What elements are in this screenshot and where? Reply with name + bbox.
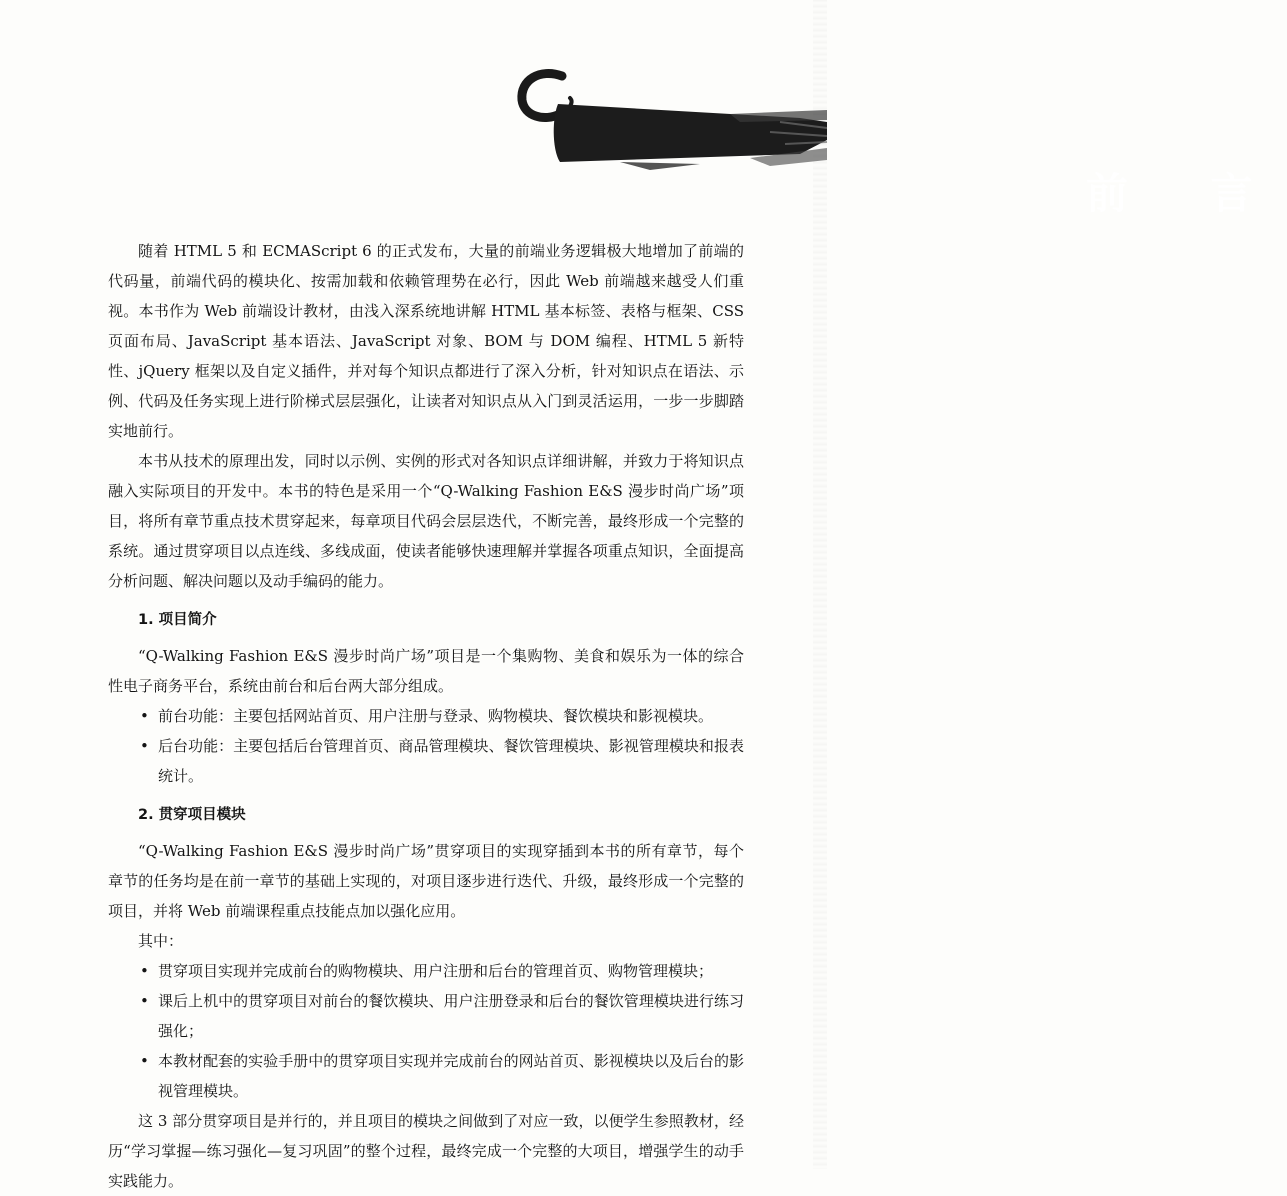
bullet-icon: •	[140, 1052, 149, 1070]
list-item	[138, 956, 744, 986]
intro-paragraph-2: 本书从技术的原理出发，同时以示例、实例的形式对各知识点详细讲解，并致力于将知识点融入实际项目的开发中。本书的特色是采用一个“Q-Walking Fashion E&S 漫步时尚广场”项目，将所有章节重点技术贯穿起来，每章项目代码会层层迭代，不断完善，最终形成一个完整的系统。通过贯穿项目以点连线、多线成面，使读者能够快速理解并掌握各项重点知识，全面提高分析问题、解决问题以及动手编码的能力。	[108, 452, 744, 590]
intro-paragraph-1: 随着 HTML 5 和 ECMAScript 6 的正式发布，大量的前端业务逻辑极大地增加了前端的代码量，前端代码的模块化、按需加载和依赖管理势在必行，因此 Web 前端越来越受人们重视。本书作为 Web 前端设计教材，由浅入深系统地讲解 HTML 基本标签、表格与框架、CSS 页面布局、JavaScript 基本语法、JavaScript 对象、BOM 与 DOM 编程、HTML 5 新特性、jQuery 框架以及自定义插件，并对每个知识点都进行了深入分析，针对知识点在语法、示例、代码及任务实现上进行阶梯式层层强化，让读者对知识点从入门到灵活运用，一步一步脚踏实地前行。	[108, 242, 744, 440]
list-item-text: 课后上机中的贯穿项目对前台的餐饮模块、用户注册登录和后台的餐饮管理模块进行练习强化；	[158, 992, 744, 1040]
closing-paragraph: 这 3 部分贯穿项目是并行的，并且项目的模块之间做到了对应一致，以便学生参照教材，经历“学习掌握—练习强化—复习巩固”的整个过程，最终完成一个完整的大项目，增强学生的动手实践能力。	[108, 1112, 744, 1190]
project-intro-paragraph: “Q-Walking Fashion E&S 漫步时尚广场”项目是一个集购物、美食和娱乐为一体的综合性电子商务平台，系统由前台和后台两大部分组成。	[108, 647, 744, 695]
section-heading-project-modules: 2. 贯穿项目模块	[138, 807, 246, 823]
bullet-icon: •	[140, 707, 149, 725]
list-item	[138, 986, 744, 1046]
ink-brush-stroke-icon	[500, 62, 827, 192]
list-item-text: 本教材配套的实验手册中的贯穿项目实现并完成前台的网站首页、影视模块以及后台的影视管理模块。	[158, 1052, 744, 1100]
bullet-icon: •	[140, 737, 149, 755]
project-modules-list	[108, 956, 744, 1106]
list-item	[138, 1046, 744, 1106]
preface-header-brush	[500, 62, 1287, 218]
preface-body	[108, 236, 744, 1196]
list-item-text: 后台功能：主要包括后台管理首页、商品管理模块、餐饮管理模块、影视管理模块和报表统计。	[158, 737, 744, 785]
bullet-icon: •	[140, 992, 149, 1010]
bullet-icon: •	[140, 962, 149, 980]
section-heading-project-intro: 1. 项目简介	[138, 612, 217, 628]
project-modules-lead: 其中：	[138, 932, 184, 950]
list-item	[138, 731, 744, 791]
list-item-text: 前台功能：主要包括网站首页、用户注册与登录、购物模块、餐饮模块和影视模块。	[158, 707, 714, 725]
list-item-text: 贯穿项目实现并完成前台的购物模块、用户注册和后台的管理首页、购物管理模块；	[158, 962, 714, 980]
page-title: 前 言	[1086, 169, 1287, 218]
project-intro-list	[108, 701, 744, 791]
list-item	[138, 701, 744, 731]
project-modules-paragraph: “Q-Walking Fashion E&S 漫步时尚广场”贯穿项目的实现穿插到本书的所有章节，每个章节的任务均是在前一章节的基础上实现的，对项目逐步进行迭代、升级，最终形成一个完整的项目，并将 Web 前端课程重点技能点加以强化应用。	[108, 842, 744, 920]
